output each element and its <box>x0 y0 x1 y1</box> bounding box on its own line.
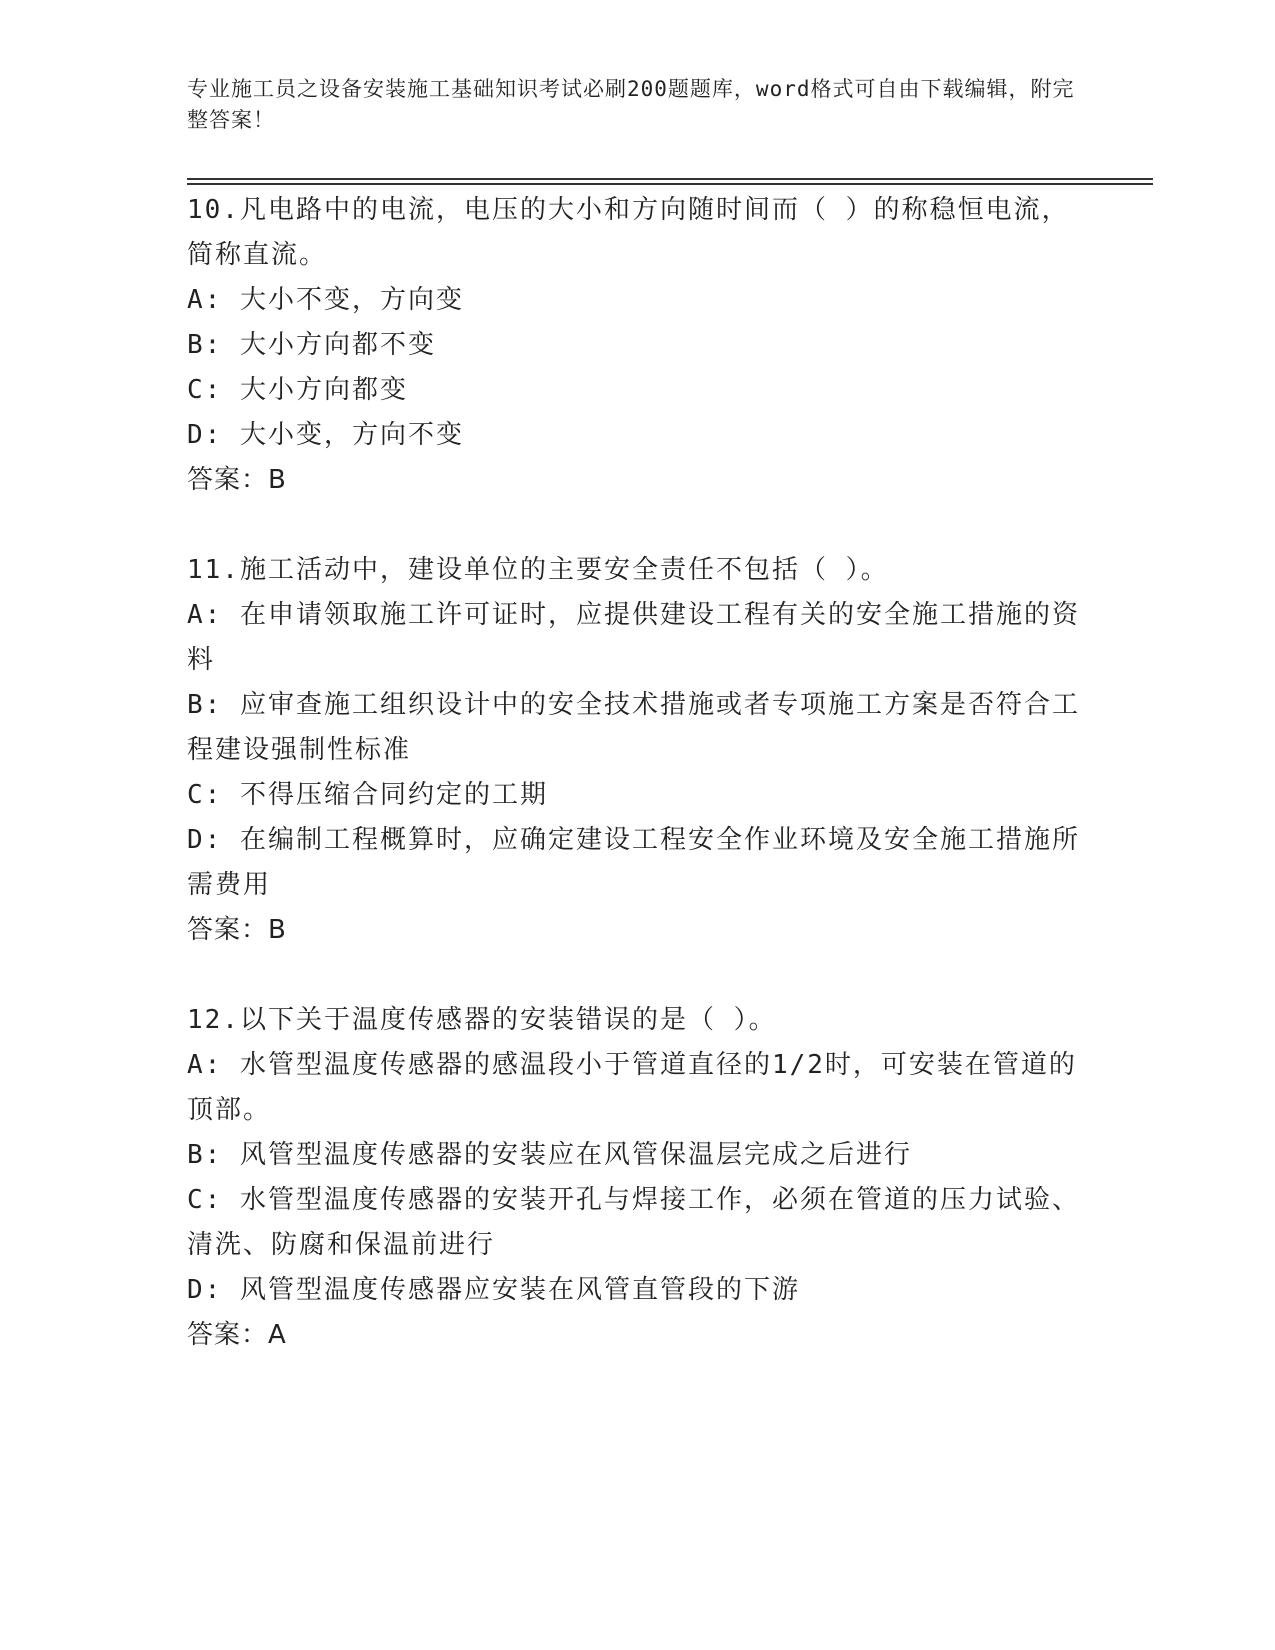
question-stem: 10.凡电路中的电流，电压的大小和方向随时间而（ ）的称稳恒电流，简称直流。 <box>187 195 1070 270</box>
header-divider-bottom <box>187 183 1153 185</box>
option-c: C: 不得压缩合同约定的工期 <box>187 780 548 810</box>
option-b: B: 风管型温度传感器的安装应在风管保温层完成之后进行 <box>187 1140 912 1170</box>
answer: 答案：B <box>187 465 287 495</box>
option-c: C: 大小方向都变 <box>187 375 408 405</box>
option-a: A: 在申请领取施工许可证时，应提供建设工程有关的安全施工措施的资料 <box>187 600 1080 675</box>
question-11 <box>187 548 1087 953</box>
question-10 <box>187 188 1087 503</box>
question-stem: 12.以下关于温度传感器的安装错误的是（ ）。 <box>187 1005 777 1035</box>
option-b: B: 应审查施工组织设计中的安全技术措施或者专项施工方案是否符合工程建设强制性标准 <box>187 690 1080 765</box>
option-d: D: 风管型温度传感器应安装在风管直管段的下游 <box>187 1275 800 1305</box>
option-b: B: 大小方向都不变 <box>187 330 436 360</box>
header-divider-top <box>187 178 1153 180</box>
question-list <box>187 188 1087 1403</box>
answer: 答案：B <box>187 915 287 945</box>
option-a: A: 水管型温度传感器的感温段小于管道直径的1/2时，可安装在管道的顶部。 <box>187 1050 1077 1125</box>
option-a: A: 大小不变，方向变 <box>187 285 464 315</box>
document-header: 专业施工员之设备安装施工基础知识考试必刷200题题库，word格式可自由下载编辑，附完整答案！ <box>187 77 1075 132</box>
option-c: C: 水管型温度传感器的安装开孔与焊接工作，必须在管道的压力试验、清洗、防腐和保温前进行 <box>187 1185 1080 1260</box>
question-12 <box>187 998 1087 1358</box>
answer: 答案：A <box>187 1320 287 1350</box>
option-d: D: 在编制工程概算时，应确定建设工程安全作业环境及安全施工措施所需费用 <box>187 825 1080 900</box>
option-d: D: 大小变，方向不变 <box>187 420 464 450</box>
question-stem: 11.施工活动中，建设单位的主要安全责任不包括（ ）。 <box>187 555 889 585</box>
